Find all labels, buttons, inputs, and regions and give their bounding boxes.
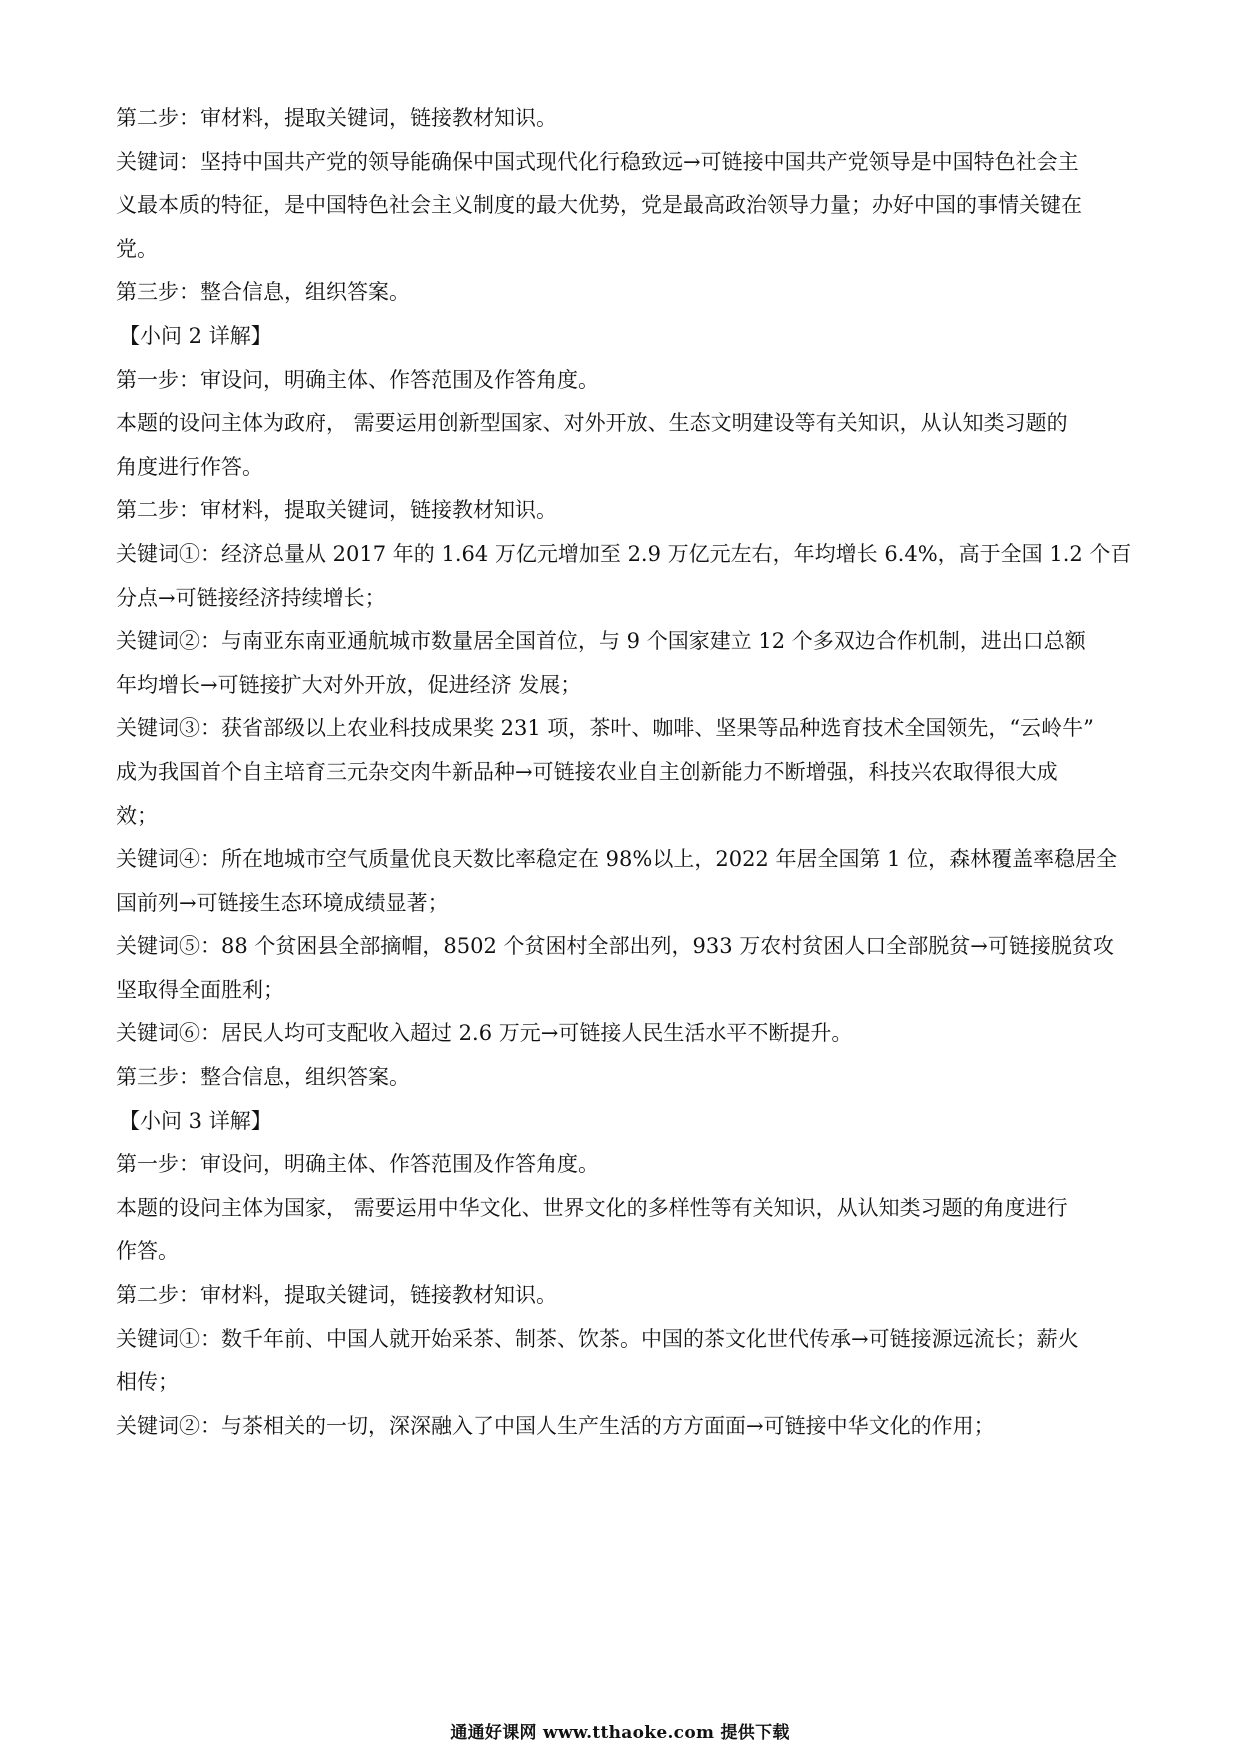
keyword-3-line: 关键词③：获省部级以上农业科技成果奖 231 项，茶叶、咖啡、坚果等品种选育技术全国领先，“云岭牛” <box>116 716 1094 741</box>
keyword-6-line: 关键词⑥：居民人均可支配收入超过 2.6 万元→可链接人民生活水平不断提升。 <box>116 1021 853 1046</box>
question-subject-line: 本题的设问主体为国家， 需要运用中华文化、世界文化的多样性等有关知识，从认知类习题的角度进行 <box>116 1195 1068 1220</box>
question-subject-line: 作答。 <box>116 1239 179 1264</box>
question-subject-line: 角度进行作答。 <box>116 454 263 479</box>
step-two-heading: 第二步：审材料，提取关键词，链接教材知识。 <box>116 106 557 130</box>
keyword-1-line: 关键词①：经济总量从 2017 年的 1.64 万亿元增加至 2.9 万亿元左右，年均增长 6.4%，高于全国 1.2 个百 <box>116 541 1132 566</box>
step-one-heading: 第一步：审设问，明确主体、作答范围及作答角度。 <box>116 1152 599 1177</box>
sub-question-3-heading: 【小问 3 详解】 <box>119 1108 272 1133</box>
step-one-heading: 第一步：审设问，明确主体、作答范围及作答角度。 <box>116 367 599 392</box>
keyword-3-line: 成为我国首个自主培育三元杂交肉牛新品种→可链接农业自主创新能力不断增强，科技兴农取得很大成 <box>116 759 1058 784</box>
keyword-2-line: 关键词②：与茶相关的一切，深深融入了中国人生产生活的方方面面→可链接中华文化的作用； <box>116 1413 995 1438</box>
keyword-4-line: 国前列→可链接生态环境成绩显著； <box>116 890 449 915</box>
keyword-line: 关键词：坚持中国共产党的领导能确保中国式现代化行稳致远→可链接中国共产党领导是中国特色社会主 <box>116 149 1079 174</box>
keyword-line: 党。 <box>116 236 158 261</box>
keyword-1-line: 相传； <box>116 1370 179 1395</box>
question-subject-line: 本题的设问主体为政府， 需要运用创新型国家、对外开放、生态文明建设等有关知识，从认知类习题的 <box>116 411 1068 436</box>
step-two-heading: 第二步：审材料，提取关键词，链接教材知识。 <box>116 1283 557 1308</box>
keyword-line: 义最本质的特征，是中国特色社会主义制度的最大优势，党是最高政治领导力量；办好中国的事情关键在 <box>116 193 1082 218</box>
keyword-1-line: 分点→可链接经济持续增长； <box>116 585 386 610</box>
answer-explanation-body <box>116 97 1132 1448</box>
step-two-heading: 第二步：审材料，提取关键词，链接教材知识。 <box>116 498 557 523</box>
keyword-2-line: 年均增长→可链接扩大对外开放，促进经济 发展； <box>116 672 582 697</box>
keyword-5-line: 坚取得全面胜利； <box>116 977 284 1002</box>
keyword-3-line: 效； <box>116 803 158 828</box>
step-three-heading: 第三步：整合信息，组织答案。 <box>116 280 410 305</box>
keyword-5-line: 关键词⑤：88 个贫困县全部摘帽，8502 个贫困村全部出列，933 万农村贫困人口全部脱贫→可链接脱贫攻 <box>116 934 1114 959</box>
footer-watermark: 通通好课网 www.tthaoke.com 提供下载 <box>450 1723 790 1743</box>
step-three-heading: 第三步：整合信息，组织答案。 <box>116 1065 410 1090</box>
keyword-4-line: 关键词④：所在地城市空气质量优良天数比率稳定在 98%以上，2022 年居全国第 1 位，森林覆盖率稳居全 <box>116 847 1118 872</box>
sub-question-2-heading: 【小问 2 详解】 <box>119 323 272 348</box>
keyword-2-line: 关键词②：与南亚东南亚通航城市数量居全国首位，与 9 个国家建立 12 个多双边合作机制，进出口总额 <box>116 629 1086 654</box>
keyword-1-line: 关键词①：数千年前、中国人就开始采茶、制茶、饮茶。中国的茶文化世代传承→可链接源远流长；薪火 <box>116 1326 1079 1351</box>
